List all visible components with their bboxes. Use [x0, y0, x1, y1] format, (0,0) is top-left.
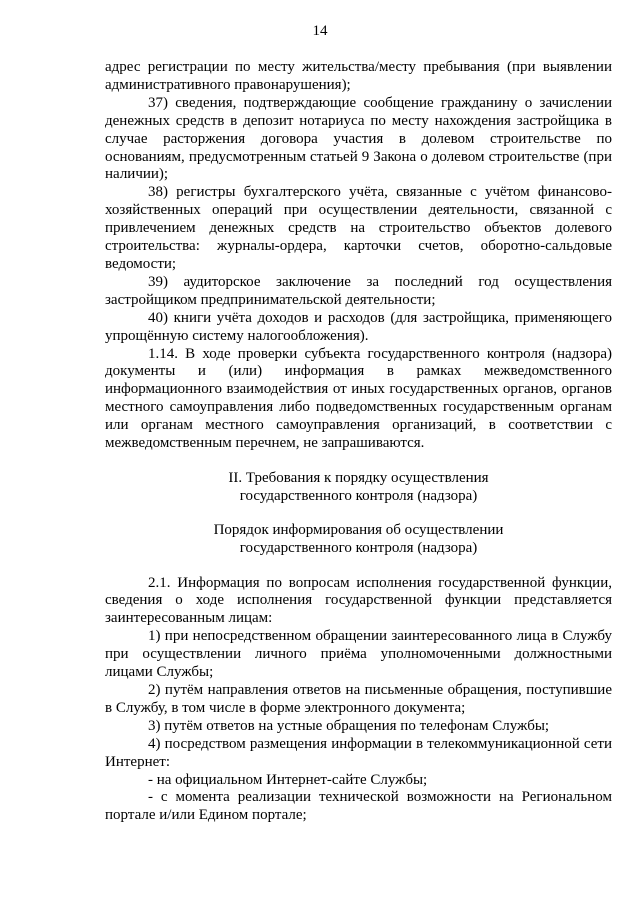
- section-heading: [105, 470, 612, 506]
- document-body: [105, 59, 612, 825]
- paragraph-item-39: 39) аудиторское заключение за последний год осуществления застройщиком предпринимательской деятельности;: [105, 273, 612, 308]
- paragraph-2-1-item-2: 2) путём направления ответов на письменные обращения, поступившие в Службу, в том числе в форме электронного документа;: [105, 682, 612, 716]
- sub-heading: [105, 522, 612, 558]
- paragraph-2-1-item-3: 3) путём ответов на устные обращения по телефонам Службы;: [148, 717, 550, 734]
- paragraph-2-1: 2.1. Информация по вопросам исполнения государственной функции, сведения о ходе исполнения государственной функции представляется заинтересованным лицам:: [105, 574, 612, 627]
- paragraph-item-38: 38) регистры бухгалтерского учёта, связанные с учётом финансово-хозяйственных операций при осуществлении деятельности, связанной с привлечением денежных средств на строительство объектов долевого строительства: журналы-ордера, карточки счетов, оборотно-сальдовые ведомости;: [105, 184, 612, 272]
- paragraph-item-40: 40) книги учёта доходов и расходов (для застройщика, применяющего упрощённую систему налогообложения).: [105, 309, 612, 344]
- paragraph-2-1-item-4-dash-2: - с момента реализации технической возможности на Региональном портале и/или Едином портале;: [105, 789, 612, 824]
- paragraph-1-14: 1.14. В ходе проверки субъекта государственного контроля (надзора) документы и (или) информация в рамках межведомственного информационного взаимодействия от иных государственных органов, органов местного самоуправления либо подведомственных государственным органам или органам местного самоуправления организаций, в соответствии с межведомственным перечнем, не запрашиваются.: [105, 345, 612, 452]
- paragraph-2-1-item-4-dash-1: - на официальном Интернет-сайте Службы;: [148, 771, 428, 788]
- paragraph-2-1-item-1: 1) при непосредственном обращении заинтересованного лица в Службу при осуществлении личного приёма уполномоченными должностными лицами Службы;: [105, 628, 612, 681]
- sub-heading-line-2: государственного контроля (надзора): [239, 539, 478, 556]
- section-heading-line-1: II. Требования к порядку осуществления: [228, 469, 489, 486]
- paragraph-continuation: адрес регистрации по месту жительства/месту пребывания (при выявлении административного правонарушения);: [105, 59, 612, 93]
- paragraph-item-37: 37) сведения, подтверждающие сообщение гражданину о зачислении денежных средств в депозит нотариуса по месту нахождения застройщика в случае расторжения договора участия в долевом строительстве по основаниям, предусмотренным статьей 9 Закона о долевом строительстве (при наличии);: [105, 94, 612, 183]
- page-number: 14: [312, 23, 328, 39]
- section-2-body: [105, 575, 612, 826]
- paragraph-2-1-item-4: 4) посредством размещения информации в телекоммуникационной сети Интернет:: [105, 735, 612, 770]
- sub-heading-line-1: Порядок информирования об осуществлении: [213, 521, 504, 538]
- section-heading-line-2: государственного контроля (надзора): [239, 487, 478, 504]
